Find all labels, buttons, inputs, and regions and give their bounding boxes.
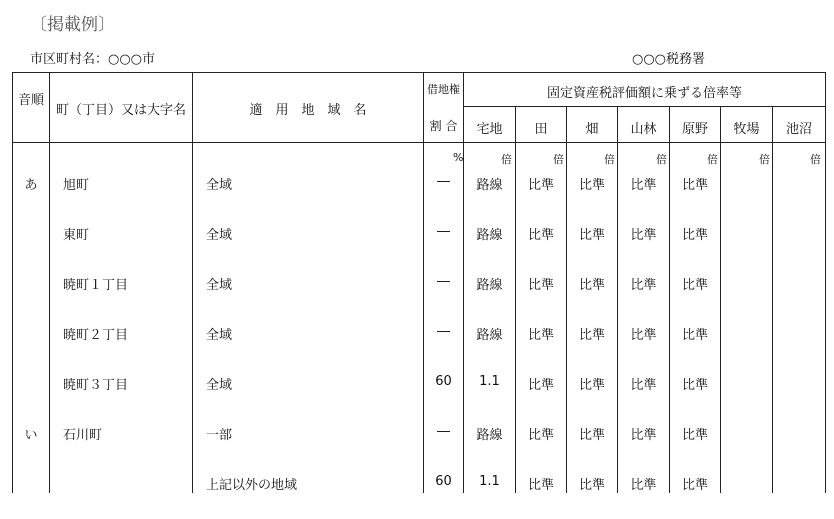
row-ta: 比準 xyxy=(527,178,554,193)
row-genya: 比準 xyxy=(681,328,708,343)
row-area: 全域 xyxy=(206,228,233,243)
example-caption: 〔掲載例〕 xyxy=(30,15,115,35)
row-kana: あ xyxy=(24,178,38,193)
unit-times: 倍 xyxy=(501,153,512,166)
unit-times: 倍 xyxy=(604,153,615,166)
row-takuchi: 路線 xyxy=(476,428,503,443)
row-takuchi: 路線 xyxy=(476,178,503,193)
row-area: 一部 xyxy=(206,428,233,443)
unit-times: 倍 xyxy=(759,153,770,166)
row-kana: い xyxy=(24,428,38,443)
row-genya: 比準 xyxy=(681,378,708,393)
row-hata: 比準 xyxy=(578,428,605,443)
row-genya: 比準 xyxy=(681,178,708,193)
unit-times: 倍 xyxy=(810,153,821,166)
row-ta: 比準 xyxy=(527,328,554,343)
header-sanrin: 山林 xyxy=(630,122,657,137)
header-town: 町（丁目）又は大字名 xyxy=(55,103,186,118)
unit-times: 倍 xyxy=(553,153,564,166)
row-hata: 比準 xyxy=(578,228,605,243)
row-takuchi: 1.1 xyxy=(479,374,500,389)
header-genya: 原野 xyxy=(681,122,708,137)
row-town: 暁町１丁目 xyxy=(63,278,129,293)
col-divider xyxy=(772,106,773,493)
row-takuchi: 路線 xyxy=(476,328,503,343)
row-hata: 比準 xyxy=(578,378,605,393)
row-lease-ratio: ― xyxy=(437,324,450,339)
row-sanrin: 比準 xyxy=(630,428,657,443)
header-lease-top: 借地権 xyxy=(427,83,460,96)
header-lease-bottom: 割 合 xyxy=(429,119,458,133)
col-divider xyxy=(49,73,50,493)
header-kana: 音順 xyxy=(17,93,44,108)
row-sanrin: 比準 xyxy=(630,478,657,493)
row-sanrin: 比準 xyxy=(630,228,657,243)
row-area: 全域 xyxy=(206,278,233,293)
row-hata: 比準 xyxy=(578,278,605,293)
unit-percent: % xyxy=(453,151,464,164)
row-lease-ratio: ― xyxy=(437,174,450,189)
unit-times: 倍 xyxy=(707,153,718,166)
row-area: 全域 xyxy=(206,378,233,393)
row-ta: 比準 xyxy=(527,228,554,243)
header-subdivider xyxy=(463,106,825,107)
row-lease-ratio: ― xyxy=(437,424,450,439)
multiplier-table xyxy=(12,72,826,493)
header-area: 適 用 地 域 名 xyxy=(249,103,367,118)
row-genya: 比準 xyxy=(681,228,708,243)
city-label: 市区町村名：○○○市 xyxy=(30,52,156,67)
header-bokujo: 牧場 xyxy=(733,122,760,137)
row-hata: 比準 xyxy=(578,328,605,343)
row-ta: 比準 xyxy=(527,428,554,443)
row-lease-ratio: ― xyxy=(437,224,450,239)
row-town: 暁町２丁目 xyxy=(63,328,129,343)
row-ta: 比準 xyxy=(527,278,554,293)
row-town: 旭町 xyxy=(63,178,90,193)
row-hata: 比準 xyxy=(578,178,605,193)
row-hata: 比準 xyxy=(578,478,605,493)
row-ta: 比準 xyxy=(527,478,554,493)
tax-office-label: ○○○税務署 xyxy=(632,52,706,67)
row-lease-ratio: 60 xyxy=(435,474,452,489)
row-ta: 比準 xyxy=(527,378,554,393)
row-area: 全域 xyxy=(206,178,233,193)
header-ta: 田 xyxy=(534,122,548,137)
row-sanrin: 比準 xyxy=(630,328,657,343)
header-multiplier-title: 固定資産税評価額に乗ずる倍率等 xyxy=(546,86,742,101)
col-divider xyxy=(192,73,193,493)
header-bottom-line xyxy=(13,142,825,143)
row-takuchi: 路線 xyxy=(476,278,503,293)
row-genya: 比準 xyxy=(681,478,708,493)
row-sanrin: 比準 xyxy=(630,178,657,193)
row-area: 上記以外の地域 xyxy=(206,478,298,493)
header-takuchi: 宅地 xyxy=(476,122,503,137)
row-lease-ratio: ― xyxy=(437,274,450,289)
row-sanrin: 比準 xyxy=(630,378,657,393)
row-town: 東町 xyxy=(63,228,90,243)
row-sanrin: 比準 xyxy=(630,278,657,293)
row-town: 石川町 xyxy=(63,428,103,443)
row-lease-ratio: 60 xyxy=(435,374,452,389)
header-chisho: 池沼 xyxy=(785,122,812,137)
row-town: 暁町３丁目 xyxy=(63,378,129,393)
row-takuchi: 路線 xyxy=(476,228,503,243)
col-divider xyxy=(720,106,721,493)
row-genya: 比準 xyxy=(681,278,708,293)
unit-times: 倍 xyxy=(656,153,667,166)
row-genya: 比準 xyxy=(681,428,708,443)
row-takuchi: 1.1 xyxy=(479,474,500,489)
row-area: 全域 xyxy=(206,328,233,343)
header-hata: 畑 xyxy=(585,122,599,137)
